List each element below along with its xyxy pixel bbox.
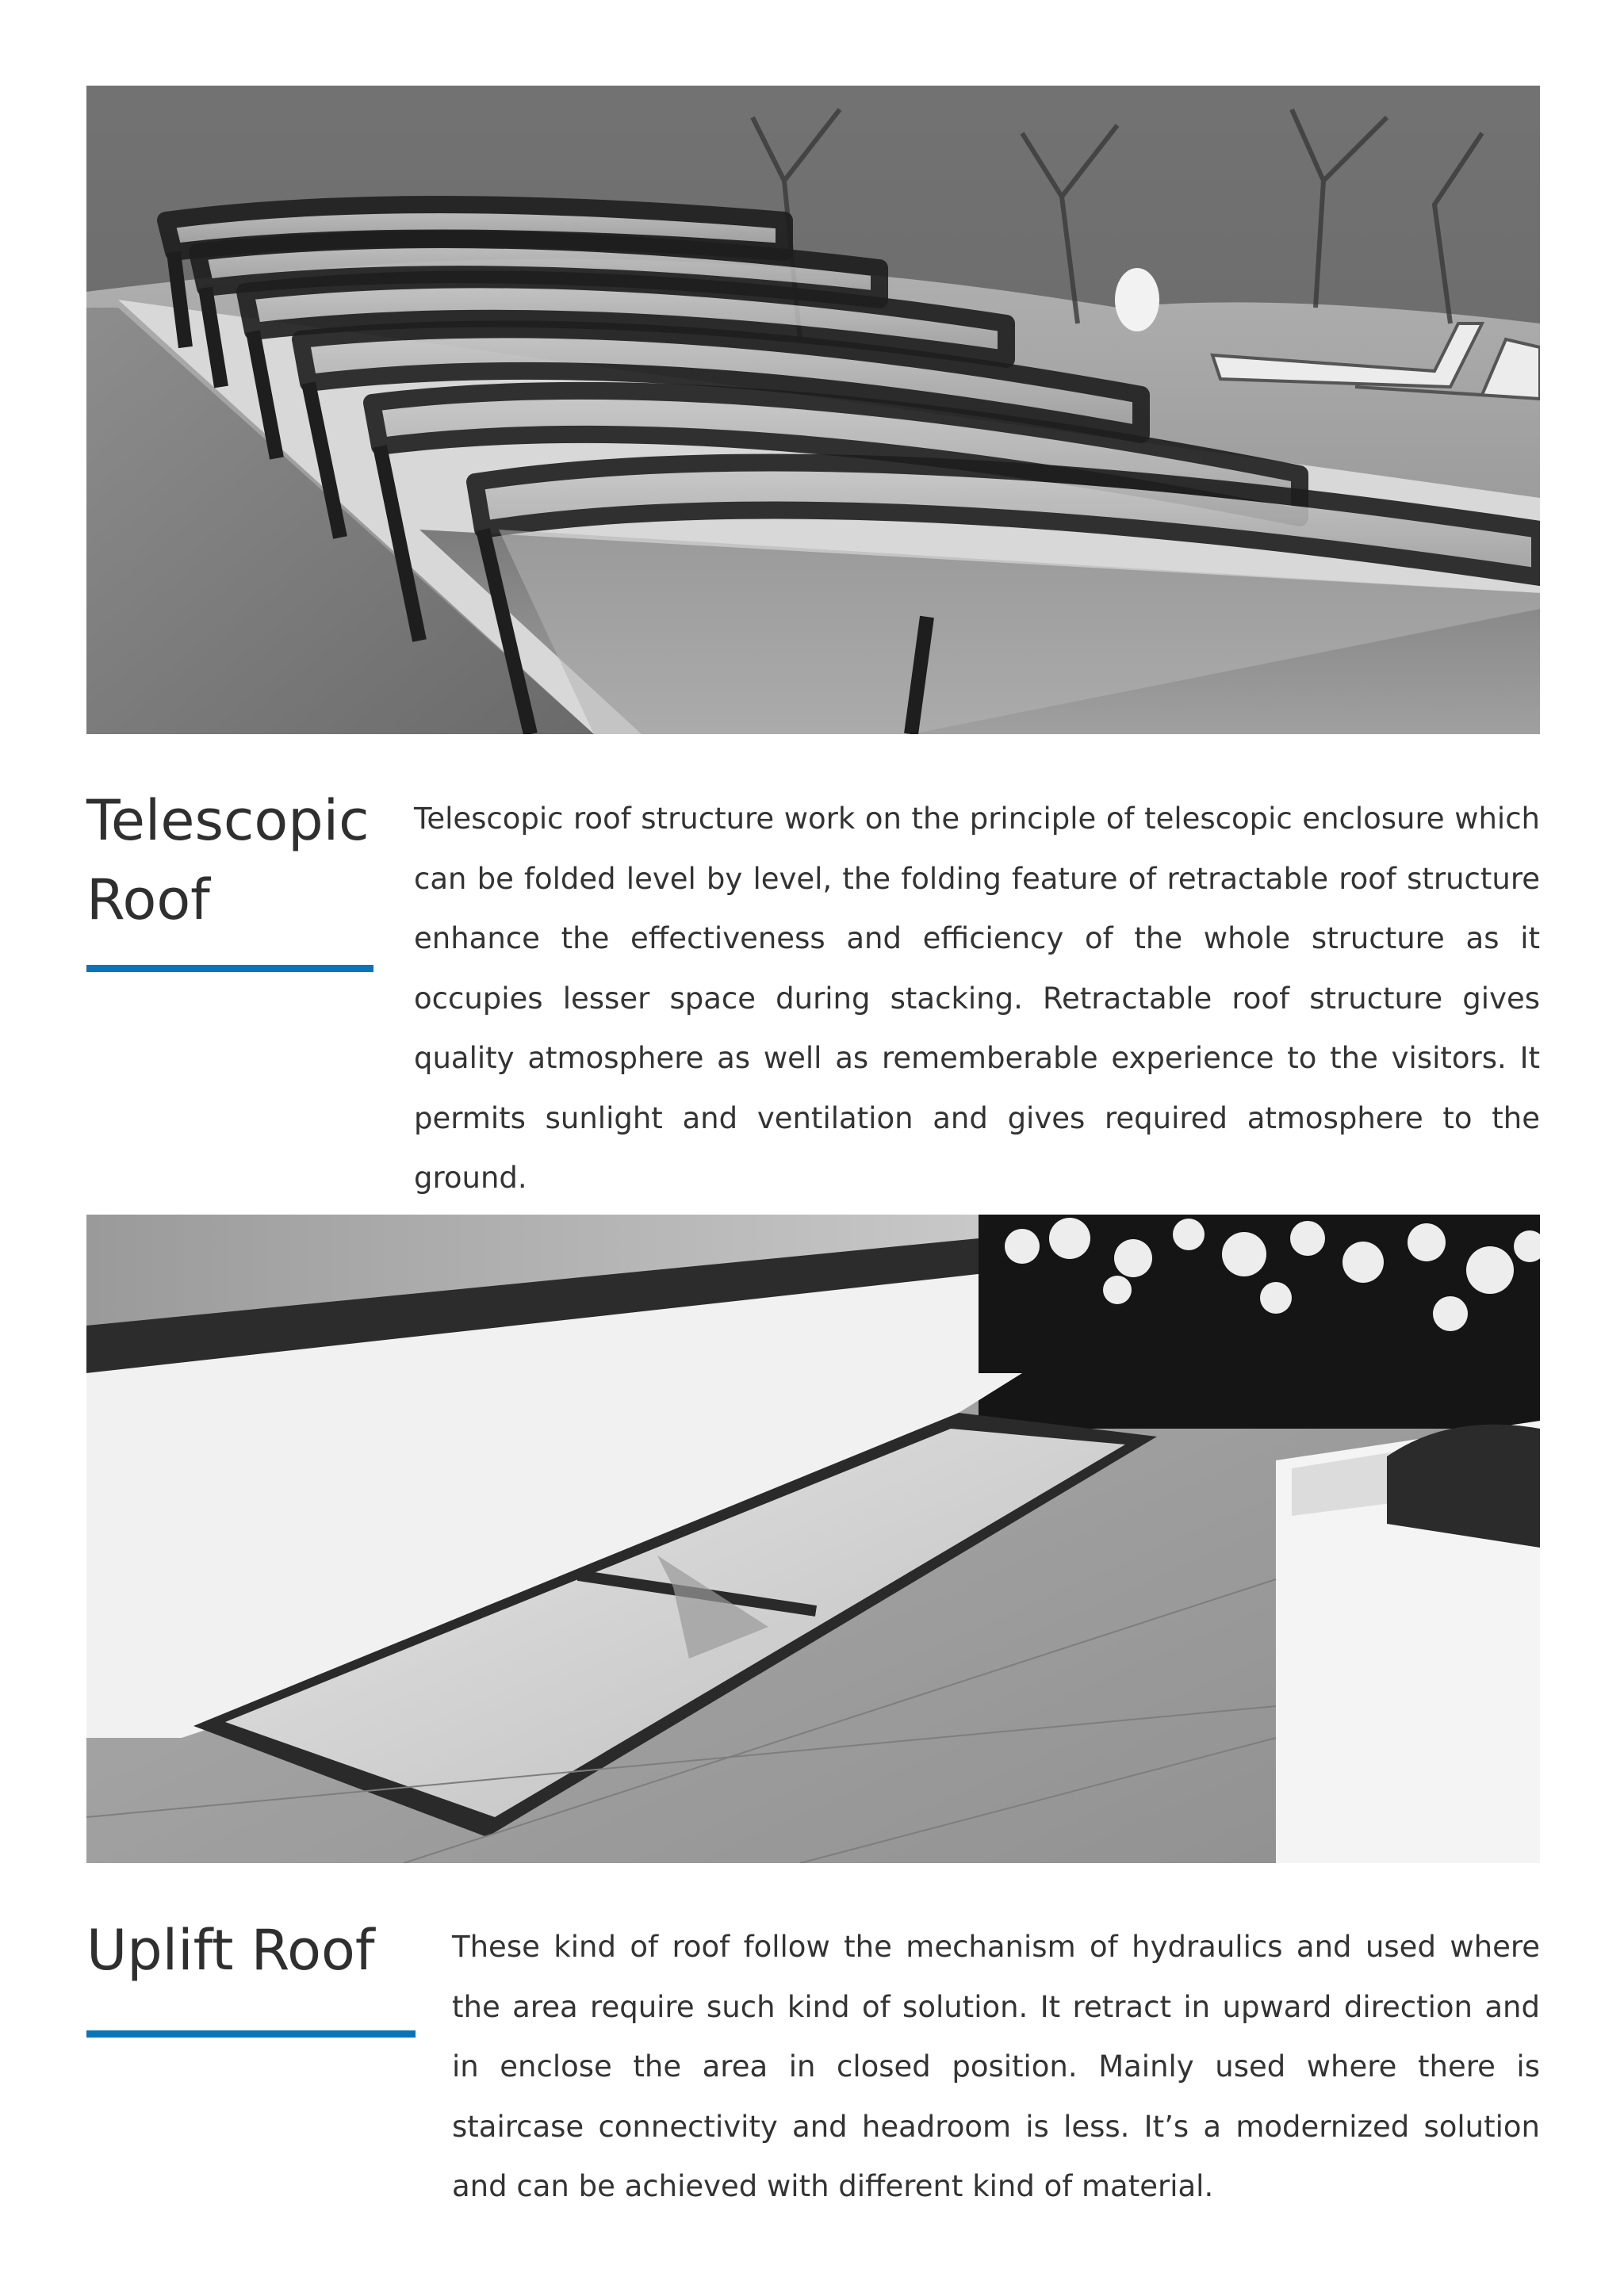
section-body-telescopic-roof: Telescopic roof structure work on the principle of telescopic enclosure which can be folded level by level, the folding feature of retractable roof structure enhance the effectiveness and efficiency of the whole structure as it occupies lesser space during stacking. Retractable roof structure gives quality atmosphere as well as rememberable experience to the visitors. It permits sunlight and ventilation and gives required atmosphere to the ground. (414, 802, 1540, 1195)
telescopic-roof-photo (86, 86, 1540, 734)
section-body-uplift-roof: These kind of roof follow the mechanism of hydraulics and used where the area require such kind of solution. It retract in upward direction and in enclose the area in closed position. Mainly used where there is staircase connectivity and headroom is less. It’s a modernized solution and can be achieved with different kind of material. (452, 1930, 1540, 2203)
uplift-roof-photo (86, 1215, 1540, 1863)
title-underline (86, 965, 373, 972)
title-underline (86, 2030, 416, 2038)
section-title-telescopic-roof: Telescopic Roof (86, 788, 370, 932)
section-title-uplift-roof: Uplift Roof (86, 1918, 375, 1983)
